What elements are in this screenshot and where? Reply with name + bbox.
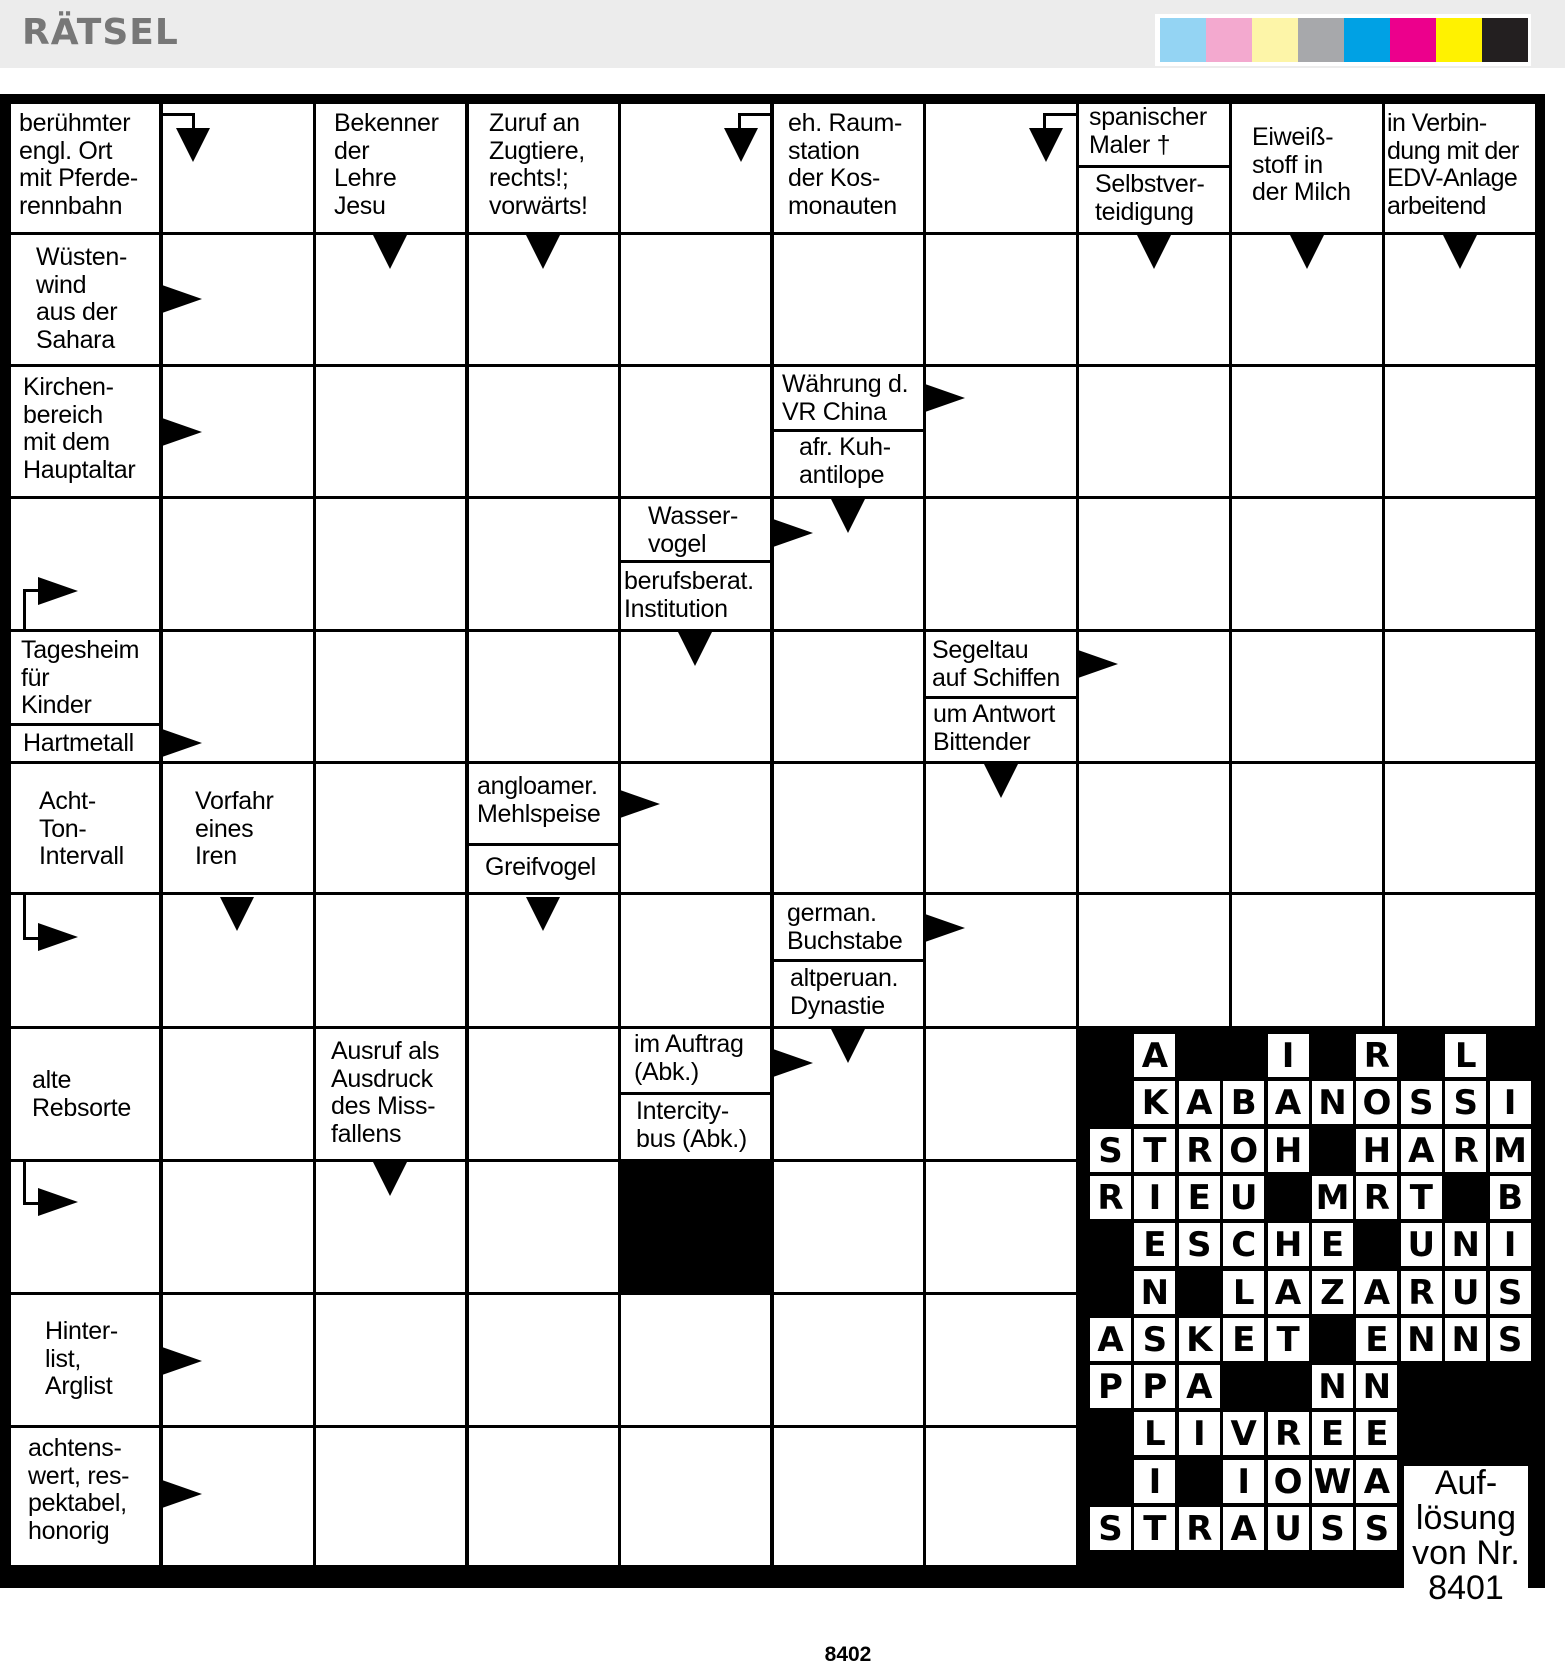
answer-cell[interactable] — [1232, 367, 1382, 496]
solution-letter: A — [1268, 1081, 1309, 1124]
solution-letter: H — [1268, 1223, 1309, 1266]
answer-cell[interactable] — [1385, 367, 1535, 496]
solution-letter: S — [1490, 1318, 1531, 1361]
solution-letter: K — [1134, 1081, 1175, 1124]
solution-letter: R — [1401, 1271, 1442, 1314]
answer-cell[interactable] — [316, 367, 465, 496]
answer-cell[interactable] — [621, 235, 770, 364]
answer-cell[interactable] — [926, 499, 1076, 629]
arrow-hook — [23, 589, 41, 632]
answer-cell[interactable] — [1079, 367, 1229, 496]
solution-letter: N — [1356, 1365, 1397, 1408]
solution-letter: B — [1223, 1081, 1264, 1124]
answer-cell[interactable] — [163, 1162, 313, 1292]
clue-beruehmter-ort: berühmter engl. Ort mit Pferde- rennbahn — [11, 104, 159, 232]
arrow-down-icon — [1290, 235, 1324, 269]
arrow-down-icon — [176, 128, 210, 162]
arrow-hook — [23, 895, 41, 940]
answer-cell[interactable] — [774, 1428, 923, 1565]
solution-letter: S — [1134, 1318, 1175, 1361]
color-swatch — [1344, 18, 1390, 62]
color-swatch — [1206, 18, 1252, 62]
color-swatch — [1298, 18, 1344, 62]
solution-letter: M — [1312, 1176, 1353, 1219]
solution-letter: A — [1356, 1271, 1397, 1314]
color-swatch — [1482, 18, 1528, 62]
answer-cell[interactable] — [469, 367, 618, 496]
answer-cell[interactable] — [1232, 499, 1382, 629]
solution-letter: S — [1401, 1081, 1442, 1124]
answer-cell[interactable] — [774, 632, 923, 761]
solution-letter: I — [1268, 1034, 1309, 1077]
clue-antwort: um Antwort Bittender — [926, 699, 1076, 761]
solution-letter: R — [1179, 1507, 1220, 1550]
solution-letter: S — [1090, 1129, 1131, 1172]
solution-letter: I — [1223, 1460, 1264, 1503]
arrow-down-icon — [1029, 128, 1063, 162]
arrow-right-icon — [38, 923, 78, 951]
color-swatch — [1252, 18, 1298, 62]
arrow-right-icon — [925, 384, 965, 412]
solution-letter: R — [1445, 1129, 1486, 1172]
clue-hartmetall: Hartmetall — [11, 726, 159, 761]
solution-letter: I — [1134, 1460, 1175, 1503]
solution-letter: M — [1490, 1129, 1531, 1172]
solution-letter: E — [1312, 1223, 1353, 1266]
color-swatch — [1436, 18, 1482, 62]
page-title: RÄTSEL — [22, 12, 179, 53]
solution-letter: I — [1179, 1412, 1220, 1455]
solution-letter: A — [1179, 1365, 1220, 1408]
solution-letter: U — [1223, 1176, 1264, 1219]
arrow-right-icon — [38, 577, 78, 605]
answer-cell[interactable] — [621, 1428, 770, 1565]
arrow-down-icon — [678, 1162, 712, 1196]
answer-cell[interactable] — [316, 632, 465, 761]
solution-letter: E — [1312, 1412, 1353, 1455]
answer-cell[interactable] — [621, 895, 770, 1026]
clue-kuhantilope: afr. Kuh- antilope — [774, 432, 923, 496]
arrow-down-icon — [831, 499, 865, 533]
solution-letter: P — [1134, 1365, 1175, 1408]
arrow-right-icon — [162, 418, 202, 446]
solution-letter: I — [1490, 1081, 1531, 1124]
solution-letter: H — [1268, 1129, 1309, 1172]
answer-cell[interactable] — [1079, 499, 1229, 629]
solution-letter: W — [1313, 1461, 1352, 1502]
answer-cell[interactable] — [1079, 895, 1229, 1026]
issue-number: 8402 — [810, 1640, 886, 1670]
clue-edv: in Verbin- dung mit der EDV-Anlage arbeitend — [1385, 104, 1535, 232]
answer-cell[interactable] — [1385, 764, 1535, 892]
arrow-down-icon — [1137, 235, 1171, 269]
solution-letter: N — [1401, 1318, 1442, 1361]
answer-cell[interactable] — [926, 1162, 1076, 1292]
solution-letter: U — [1445, 1271, 1486, 1314]
arrow-down-icon — [526, 235, 560, 269]
arrow-right-icon — [162, 729, 202, 757]
solution-letter: T — [1268, 1318, 1309, 1361]
answer-cell[interactable] — [1232, 895, 1382, 1026]
answer-cell[interactable] — [316, 1295, 465, 1425]
answer-cell[interactable] — [163, 499, 313, 629]
solution-letter: O — [1268, 1460, 1309, 1503]
solution-caption-line: 8401 — [1428, 1569, 1504, 1607]
clue-greifvogel: Greifvogel — [469, 846, 618, 892]
page-header — [0, 0, 1565, 68]
solution-letter: N — [1312, 1081, 1353, 1124]
answer-cell[interactable] — [621, 367, 770, 496]
solution-letter: O — [1356, 1081, 1397, 1124]
answer-cell[interactable] — [621, 1295, 770, 1425]
clue-mehlspeise: angloamer. Mehlspeise — [469, 764, 618, 843]
solution-letter: R — [1179, 1129, 1220, 1172]
answer-cell[interactable] — [316, 895, 465, 1026]
solution-letter: A — [1134, 1034, 1175, 1077]
clue-segeltau: Segeltau auf Schiffen — [926, 632, 1076, 696]
solution-letter: R — [1090, 1176, 1131, 1219]
clue-wuestenwind: Wüsten- wind aus der Sahara — [11, 235, 159, 364]
arrow-right-icon — [162, 285, 202, 313]
answer-cell[interactable] — [316, 1428, 465, 1565]
solution-letter: N — [1312, 1365, 1353, 1408]
print-color-strip — [1155, 14, 1531, 66]
answer-cell[interactable] — [774, 764, 923, 892]
arrow-right-icon — [1078, 650, 1118, 678]
clue-achtenswert: achtens- wert, res- pektabel, honorig — [11, 1428, 159, 1565]
solution-letter: N — [1445, 1318, 1486, 1361]
answer-cell[interactable] — [163, 1029, 313, 1159]
solution-letter: H — [1356, 1129, 1397, 1172]
clue-eiweiss: Eiweiß- stoff in der Milch — [1232, 104, 1382, 232]
arrow-right-icon — [162, 1347, 202, 1375]
solution-letter: A — [1223, 1507, 1264, 1550]
solution-letter: A — [1090, 1318, 1131, 1361]
clue-auftrag: im Auftrag (Abk.) — [621, 1029, 770, 1092]
solution-letter: T — [1134, 1507, 1175, 1550]
solution-letter: E — [1223, 1318, 1264, 1361]
arrow-down-icon — [1443, 235, 1477, 269]
solution-letter: N — [1134, 1271, 1175, 1314]
solution-letter: T — [1134, 1129, 1175, 1172]
answer-cell[interactable] — [469, 1428, 618, 1565]
solution-letter: S — [1490, 1271, 1531, 1314]
solution-letter: U — [1268, 1507, 1309, 1550]
clue-waehrung: Währung d. VR China — [774, 367, 923, 429]
solution-letter: A — [1268, 1271, 1309, 1314]
solution-letter: R — [1356, 1176, 1397, 1219]
arrow-right-icon — [620, 790, 660, 818]
solution-letter: C — [1223, 1223, 1264, 1266]
solution-letter: T — [1401, 1176, 1442, 1219]
solution-letter: E — [1179, 1176, 1220, 1219]
answer-cell[interactable] — [774, 1162, 923, 1292]
clue-bekenner: Bekenner der Lehre Jesu — [316, 104, 465, 232]
answer-cell[interactable] — [926, 1029, 1076, 1159]
solution-caption — [1404, 1466, 1528, 1620]
solution-letter: E — [1134, 1223, 1175, 1266]
arrow-hook — [738, 113, 773, 131]
answer-cell[interactable] — [774, 235, 923, 364]
answer-cell[interactable] — [1385, 632, 1535, 761]
clue-spanischer-maler: spanischer Maler † — [1079, 104, 1229, 165]
clue-hinterlist: Hinter- list, Arglist — [11, 1295, 159, 1425]
arrow-hook — [163, 113, 195, 131]
clue-kirchenbereich: Kirchen- bereich mit dem Hauptaltar — [11, 367, 159, 496]
solution-caption-line: Auf- — [1434, 1464, 1498, 1502]
solution-letter: S — [1445, 1081, 1486, 1124]
arrow-hook — [23, 1162, 41, 1205]
arrow-right-icon — [773, 1049, 813, 1077]
clue-dynastie: altperuan. Dynastie — [774, 962, 923, 1026]
answer-cell[interactable] — [1079, 764, 1229, 892]
arrow-down-icon — [678, 632, 712, 666]
solution-letter: O — [1223, 1129, 1264, 1172]
arrow-right-icon — [38, 1188, 78, 1216]
solution-letter: L — [1223, 1271, 1264, 1314]
solution-letter: E — [1356, 1318, 1397, 1361]
answer-cell[interactable] — [1385, 895, 1535, 1026]
arrow-down-icon — [984, 764, 1018, 798]
clue-buchstabe: german. Buchstabe — [774, 895, 923, 959]
answer-cell[interactable] — [469, 632, 618, 761]
solution-letter: A — [1179, 1081, 1220, 1124]
arrow-down-icon — [373, 235, 407, 269]
solution-letter: L — [1445, 1034, 1486, 1077]
solution-letter: R — [1268, 1412, 1309, 1455]
arrow-right-icon — [925, 914, 965, 942]
color-swatch — [1390, 18, 1436, 62]
arrow-right-icon — [773, 519, 813, 547]
answer-cell[interactable] — [926, 1295, 1076, 1425]
solution-letter: S — [1179, 1223, 1220, 1266]
solution-letter: K — [1179, 1318, 1220, 1361]
solution-letter: E — [1356, 1412, 1397, 1455]
arrow-down-icon — [724, 128, 758, 162]
arrow-down-icon — [831, 1029, 865, 1063]
solution-letter: S — [1090, 1507, 1131, 1550]
solution-letter: P — [1090, 1365, 1131, 1408]
solution-letter: R — [1356, 1034, 1397, 1077]
crossword-grid — [0, 94, 1545, 1666]
solution-letter: Z — [1312, 1271, 1353, 1314]
answer-cell[interactable] — [926, 235, 1076, 364]
answer-cell[interactable] — [469, 1295, 618, 1425]
solution-letter: L — [1134, 1412, 1175, 1455]
arrow-down-icon — [526, 897, 560, 931]
clue-berufsberat: berufsberat. Institution — [621, 563, 770, 629]
clue-zuruf: Zuruf an Zugtiere, rechts!; vorwärts! — [469, 104, 618, 232]
answer-cell[interactable] — [774, 1295, 923, 1425]
arrow-down-icon — [373, 1162, 407, 1196]
arrow-hook — [1043, 113, 1079, 131]
answer-cell[interactable] — [316, 764, 465, 892]
clue-wasservogel: Wasser- vogel — [621, 499, 770, 560]
solution-letter: S — [1312, 1507, 1353, 1550]
clue-tagesheim: Tagesheim für Kinder — [11, 632, 159, 723]
clue-selbstverteidigung: Selbstver- teidigung — [1079, 168, 1229, 232]
answer-cell[interactable] — [1385, 499, 1535, 629]
answer-cell[interactable] — [316, 499, 465, 629]
solution-letter: S — [1356, 1507, 1397, 1550]
solution-caption-line: lösung — [1415, 1499, 1517, 1537]
solution-letter: N — [1445, 1223, 1486, 1266]
solution-letter: U — [1401, 1223, 1442, 1266]
clue-intercity: Intercity- bus (Abk.) — [621, 1095, 770, 1159]
answer-cell[interactable] — [469, 499, 618, 629]
answer-cell[interactable] — [469, 1029, 618, 1159]
arrow-right-icon — [162, 1480, 202, 1508]
answer-cell[interactable] — [1232, 764, 1382, 892]
answer-cell[interactable] — [469, 1162, 618, 1292]
clue-vorfahr: Vorfahr eines Iren — [163, 764, 313, 892]
clue-raumstation: eh. Raum- station der Kos- monauten — [774, 104, 923, 232]
solution-caption-line: von Nr. — [1412, 1534, 1520, 1572]
arrow-down-icon — [220, 897, 254, 931]
color-swatch — [1160, 18, 1206, 62]
answer-cell[interactable] — [621, 764, 770, 892]
solution-letter: B — [1490, 1176, 1531, 1219]
answer-cell[interactable] — [1232, 632, 1382, 761]
solution-letter: A — [1356, 1460, 1397, 1503]
clue-ausruf: Ausruf als Ausdruck des Miss- fallens — [316, 1029, 465, 1159]
solution-letter: I — [1490, 1223, 1531, 1266]
solution-letter: V — [1223, 1412, 1264, 1455]
solution-letter: I — [1134, 1176, 1175, 1219]
clue-achtton: Acht- Ton- Intervall — [11, 764, 159, 892]
answer-cell[interactable] — [926, 1428, 1076, 1565]
clue-rebsorte: alte Rebsorte — [11, 1029, 159, 1159]
solution-letter: A — [1401, 1129, 1442, 1172]
